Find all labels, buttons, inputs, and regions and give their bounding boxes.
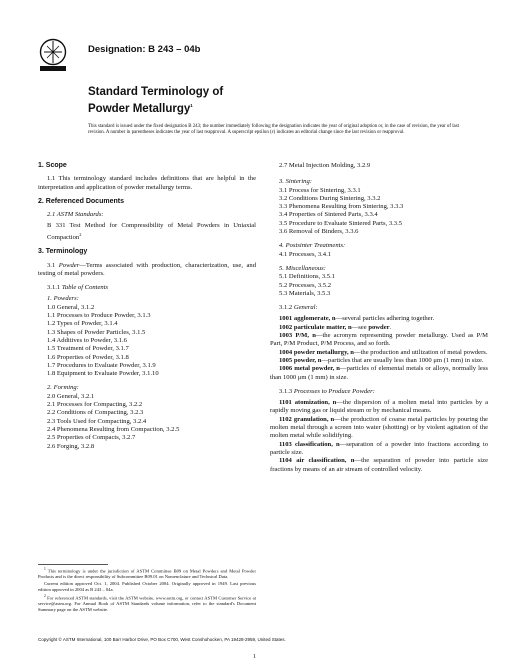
definition-entry xyxy=(270,332,488,349)
left-column xyxy=(38,162,256,457)
toc-powders-list xyxy=(47,304,256,379)
section-heading-referenced-documents: 2. Referenced Documents xyxy=(38,197,124,205)
toc-entry: 3.5 Procedure to Evaluate Sintered Parts, 3.3.5 xyxy=(279,219,403,227)
definition-entry xyxy=(270,399,488,416)
toc-entry: 1.1 Processes to Produce Powder, 3.1.3 xyxy=(47,312,151,320)
footnote-text: For referenced ASTM standards, visit the ASTM website, www.astm.org, or contact ASTM Customer Service at service@astm.org. For Annual Book of ASTM Standards volume information, refer to the standard's Document Summary page on the ASTM website. xyxy=(38,595,256,612)
toc-entry: 1.7 Procedures to Evaluate Powder, 3.1.9 xyxy=(47,361,156,369)
definition-term: 1002 particulate matter, n xyxy=(279,323,352,331)
toc-forming-continued: 2.7 Metal Injection Molding, 3.2.9 xyxy=(279,162,371,169)
footnote xyxy=(38,567,256,580)
toc-entry: 3.6 Removal of Binders, 3.3.6 xyxy=(279,228,359,236)
section-heading-scope: 1. Scope xyxy=(38,162,67,169)
toc-misc-list xyxy=(279,273,488,298)
toc-forming-heading: 2. Forming: xyxy=(47,384,79,392)
definition-text: —the acronym representing powder metallurgy. Used as P/M Part, P/M Product, P/M Process, and so forth. xyxy=(270,332,488,348)
definition-text: —particles of elemental metals or alloys, normally less than 1000 μm (1 mm) in size. xyxy=(270,365,488,381)
toc-entry: 3.3 Phenomena Resulting from Sintering, 3.3.3 xyxy=(279,203,404,211)
terminology-intro: 3.1 Powder—Terms associated with production, characterization, use, and testing of metal powders. xyxy=(38,261,257,277)
definition-term: 1001 agglomerate, n xyxy=(279,315,336,323)
see-also-term: powder xyxy=(368,323,390,331)
right-column xyxy=(270,162,488,474)
definition-text: —see xyxy=(351,323,369,331)
referenced-standard: B 331 Test Method for Compressibility of Metal Powders in Uniaxial Compaction$^2$ xyxy=(47,222,256,241)
definition-text: —separation of a powder into fractions according to particle size. xyxy=(270,440,488,456)
definition-entry xyxy=(270,357,488,365)
toc-entry: 1.2 Types of Powder, 3.1.4 xyxy=(47,320,118,328)
toc-entry: 5.3 Materials, 3.5.3 xyxy=(279,289,331,297)
general-label: 3.1.2 General: xyxy=(279,304,318,312)
toc-entry: 3.2 Conditions During Sintering, 3.3.2 xyxy=(279,194,381,202)
footnote xyxy=(38,581,256,593)
issuance-note: This standard is issued under the fixed designation B 243; the number immediately following the designation indicates the year of original adoption or, in the case of revision, the year of last revision. A number in parentheses indicates the year of last reapproval. A superscript epsilon (ε) indicates an editorial change since the last revision or reapproval. xyxy=(88,124,459,136)
definition-text: —the separation of powder into particle size fractions by means of an air stream of controlled velocity. xyxy=(270,457,488,473)
toc-sintering-heading: 3. Sintering: xyxy=(279,178,312,186)
toc-entry: 5.2 Processes, 3.5.2 xyxy=(279,281,332,289)
footnote xyxy=(38,594,256,613)
definition-entry xyxy=(270,365,488,382)
footnotes xyxy=(38,567,256,614)
title-line-1: Standard Terminology of xyxy=(88,86,224,98)
definition-text: —the production and utilization of metal powders. xyxy=(353,348,488,356)
toc-misc-heading: 5. Miscellaneous: xyxy=(279,264,326,272)
definition-term: 1102 granulation, n xyxy=(279,415,335,423)
definition-term: 1005 powder, n xyxy=(279,356,322,364)
toc-entry: 1.8 Equipment to Evaluate Powder, 3.1.10 xyxy=(47,370,159,378)
toc-entry: 2.3 Tools Used for Compacting, 3.2.4 xyxy=(47,417,147,425)
process-definitions xyxy=(270,399,488,474)
definition-entry xyxy=(270,457,488,474)
astm-logo-icon xyxy=(38,38,68,74)
definition-text: —particles that are usually less than 1000 μm (1 mm) in size. xyxy=(321,356,484,364)
definition-term: 1003 P/M, n xyxy=(279,332,316,340)
toc-entry: 2.1 Processes for Compacting, 3.2.2 xyxy=(47,401,143,409)
toc-entry: 2.5 Properties of Compacts, 3.2.7 xyxy=(47,434,136,442)
toc-entry: 1.0 General, 3.1.2 xyxy=(47,303,95,311)
toc-powders-heading: 1. Powders: xyxy=(47,295,79,303)
definition-entry: 1002 particulate matter, n—see powder. xyxy=(279,323,392,331)
definition-term: 1004 powder metallurgy, n xyxy=(279,348,354,356)
processes-label: 3.1.3 Processes to Produce Powder: xyxy=(279,387,375,395)
toc-entry: 1.4 Additives to Powder, 3.1.6 xyxy=(47,336,127,344)
toc-forming-list xyxy=(47,393,256,451)
toc-entry: 4.1 Processes, 3.4.1 xyxy=(279,250,332,258)
footnote-mark: 2 xyxy=(44,593,46,598)
toc-entry: 2.2 Conditions of Compacting, 3.2.3 xyxy=(47,409,144,417)
footnote-text: Current edition approved Oct. 1, 2004. Published October 2004. Originally approved in 1949. Last previous edition approved in 2004 as B 243 – 04a. xyxy=(38,581,256,592)
footnote-mark: 1 xyxy=(44,567,46,571)
title-line-2: Powder Metallurgy$^1$ xyxy=(88,102,193,115)
toc-sintering-list xyxy=(279,187,488,237)
definition-entry xyxy=(270,441,488,458)
definition-text: —several particles adhering together. xyxy=(335,315,435,323)
definition-term: 1101 atomization, n xyxy=(279,399,337,407)
footnote-text: This terminology is under the jurisdiction of ASTM Committee B09 on Metal Powders and Metal Powder Products and is the direct responsibility of Subcommittee B09.01 on Nomenclature and Technical Data. xyxy=(38,568,256,580)
footnote-rule xyxy=(38,564,108,565)
toc-entry: 1.5 Treatment of Powder, 3.1.7 xyxy=(47,345,129,353)
toc-entry: 3.4 Properties of Sintered Parts, 3.3.4 xyxy=(279,211,378,219)
definition-text: —the dispersion of a molten metal into particles by a rapidly moving gas or liquid stream or by mechanical means. xyxy=(270,399,488,415)
designation: Designation: B 243 – 04b xyxy=(88,44,201,55)
definition-entry xyxy=(270,416,488,441)
astm-standards-label: 2.1 ASTM Standards: xyxy=(47,211,104,219)
toc-entry: 5.1 Definitions, 3.5.1 xyxy=(279,273,336,281)
definition-entry xyxy=(270,315,488,323)
definition-term: 1103 classification, n xyxy=(279,440,340,448)
toc-entry: 2.6 Forging, 3.2.8 xyxy=(47,442,95,450)
toc-postsinter-heading: 4. Postsinter Treatments: xyxy=(279,242,346,250)
toc-entry: 3.1 Process for Sintering, 3.3.1 xyxy=(279,186,361,194)
toc-entry: 1.3 Shapes of Powder Particles, 3.1.5 xyxy=(47,328,146,336)
definition-text: —the production of coarse metal particles by pouring the molten metal through a screen into water (shotting) or by violent agitation of the molten metal while solidifying. xyxy=(270,415,488,440)
definition-term: 1104 air classification, n xyxy=(279,457,355,465)
toc-entry: 2.0 General, 3.2.1 xyxy=(47,392,95,400)
definition-term: 1006 metal powder, n xyxy=(279,365,340,373)
toc-label: 3.1.1 Table of Contents xyxy=(47,284,109,292)
general-definitions xyxy=(270,315,488,381)
document-title xyxy=(88,86,388,116)
scope-text: 1.1 This terminology standard includes definitions that are helpful in the interpretation and application of powder metallurgy terms. xyxy=(38,175,256,191)
toc-postsinter-list xyxy=(279,251,488,259)
section-heading-terminology: 3. Terminology xyxy=(38,248,88,256)
copyright-line: Copyright © ASTM International, 100 Barr Harbor Drive, PO Box C700, West Conshohocken, PA 19428-2959, United States. xyxy=(38,637,286,642)
toc-entry: 1.6 Properties of Powder, 3.1.8 xyxy=(47,353,129,361)
page-number: 1 xyxy=(253,654,256,660)
definition-entry xyxy=(270,349,488,357)
toc-entry: 2.4 Phenomena Resulting from Compaction, 3.2.5 xyxy=(47,425,180,433)
